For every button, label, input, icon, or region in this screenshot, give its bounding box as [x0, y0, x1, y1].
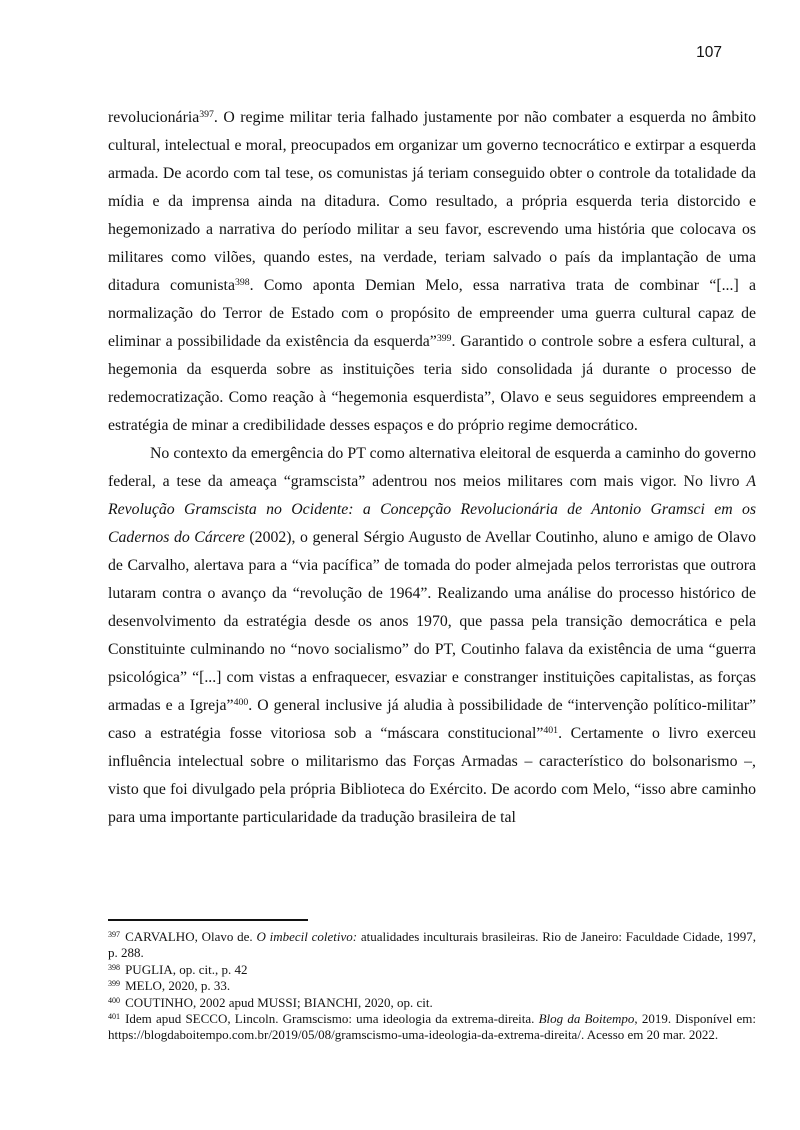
superscript-footnote-ref: 398: [234, 277, 250, 289]
text-run: . Como aponta Demian Melo, essa narrativa trata de combinar “[...] a normalização do Terror de Estado com o propósito de empreender uma guerra cultural capaz de eliminar a possibilidade da existência da esquerda”: [108, 277, 756, 350]
footnote-marker: 400: [108, 995, 121, 1005]
footnote-item: [108, 962, 756, 978]
superscript-footnote-ref: 401: [543, 725, 559, 737]
text-run: , 2019. Disponível em: https://blogdaboitempo.com.br/2019/05/08/gramscismo-uma-ideologia-da-extrema-direita/. Acesso em 20 mar. 2022.: [108, 1011, 756, 1043]
footnote-marker: 397: [108, 930, 121, 940]
text-run: . Garantido o controle sobre a esfera cultural, a hegemonia da esquerda sobre as instituições teria sido consolidada já durante o processo de redemocratização. Como reação à “hegemonia esquerdista”, Olavo e seus seguidores empreendem a estratégia de minar a credibilidade desses espaços e do próprio regime democrático.: [108, 333, 756, 434]
italic-text-run: O imbecil coletivo:: [256, 929, 358, 944]
footnotes-list: [108, 929, 756, 1044]
text-run: Idem apud SECCO, Lincoln. Gramscismo: uma ideologia da extrema-direita.: [125, 1011, 539, 1027]
italic-text-run: Blog da Boitempo: [538, 1011, 635, 1027]
text-run: . O regime militar teria falhado justamente por não combater a esquerda no âmbito cultural, intelectual e moral, preocupados em organizar um governo tecnocrático e extirpar a esquerda armada. De acordo com tal tese, os comunistas já teriam conseguido obter o controle da totalidade da mídia e da imprensa ainda na ditadura. Como resultado, a própria esquerda teria distorcido e hegemonizado a narrativa do período militar a seu favor, escrevendo uma história que colocava os militares como vilões, quando estes, na verdade, teriam salvado o país da implantação de uma ditadura comunista: [108, 109, 756, 294]
superscript-footnote-ref: 397: [199, 109, 214, 121]
text-run: revolucionária: [108, 109, 200, 126]
footnote-item: [108, 929, 756, 962]
footnote-item: [108, 1011, 756, 1044]
body-paragraph: [108, 104, 756, 440]
footnote-marker: 401: [108, 1012, 121, 1022]
footnote-item: [108, 978, 756, 994]
footnote-separator-rule: [108, 919, 308, 921]
body-text: [108, 104, 756, 832]
page-number: 107: [696, 44, 722, 61]
text-run: CARVALHO, Olavo de.: [125, 929, 257, 944]
text-run: COUTINHO, 2002 apud MUSSI; BIANCHI, 2020, op. cit.: [125, 994, 433, 1010]
superscript-footnote-ref: 400: [233, 697, 249, 709]
footnote-item: [108, 995, 756, 1011]
text-run: (2002), o general Sérgio Augusto de Avellar Coutinho, aluno e amigo de Olavo de Carvalho, alertava para a “via pacífica” de tomada do poder almejada pelos terroristas que outrora lutaram contra o avanço da “revolução de 1964”. Realizando uma análise do processo histórico de desenvolvimento da estratégia desde os anos 1970, que passa pela transição democrática e pela Constituinte culminando no “novo socialismo” do PT, Coutinho falava da existência de uma “guerra psicológica” “[...] com vistas a enfraquecer, esvaziar e constranger instituições capitalistas, as forças armadas e a Igreja”: [108, 529, 756, 714]
text-run: . Certamente o livro exerceu influência intelectual sobre o militarismo das Forças Armadas – característico do bolsonarismo –, visto que foi divulgado pela própria Biblioteca do Exército. De acordo com Melo, “isso abre caminho para uma importante particularidade da tradução brasileira de tal: [108, 725, 757, 826]
text-run: . O general inclusive já aludia à possibilidade de “intervenção político-militar” caso a estratégia fosse vitoriosa sob a “máscara constitucional”: [108, 697, 756, 742]
text-run: atualidades inculturais brasileiras. Rio de Janeiro: Faculdade Cidade, 1997, p. 288.: [108, 929, 756, 961]
text-run: MELO, 2020, p. 33.: [125, 978, 231, 994]
body-paragraph: [108, 440, 756, 832]
text-run: PUGLIA, op. cit., p. 42: [125, 961, 248, 977]
italic-text-run: A Revolução Gramscista no Ocidente: a Concepção Revolucionária de Antonio Gramsci em os Cadernos do Cárcere: [108, 473, 756, 546]
footnote-marker: 398: [108, 962, 121, 972]
text-run: No contexto da emergência do PT como alternativa eleitoral de esquerda a caminho do governo federal, a tese da ameaça “gramscista” adentrou nos meios militares com mais vigor. No livro: [108, 445, 756, 490]
footnotes-section: [108, 919, 756, 1044]
footnote-marker: 399: [108, 979, 121, 989]
superscript-footnote-ref: 399: [436, 333, 452, 345]
